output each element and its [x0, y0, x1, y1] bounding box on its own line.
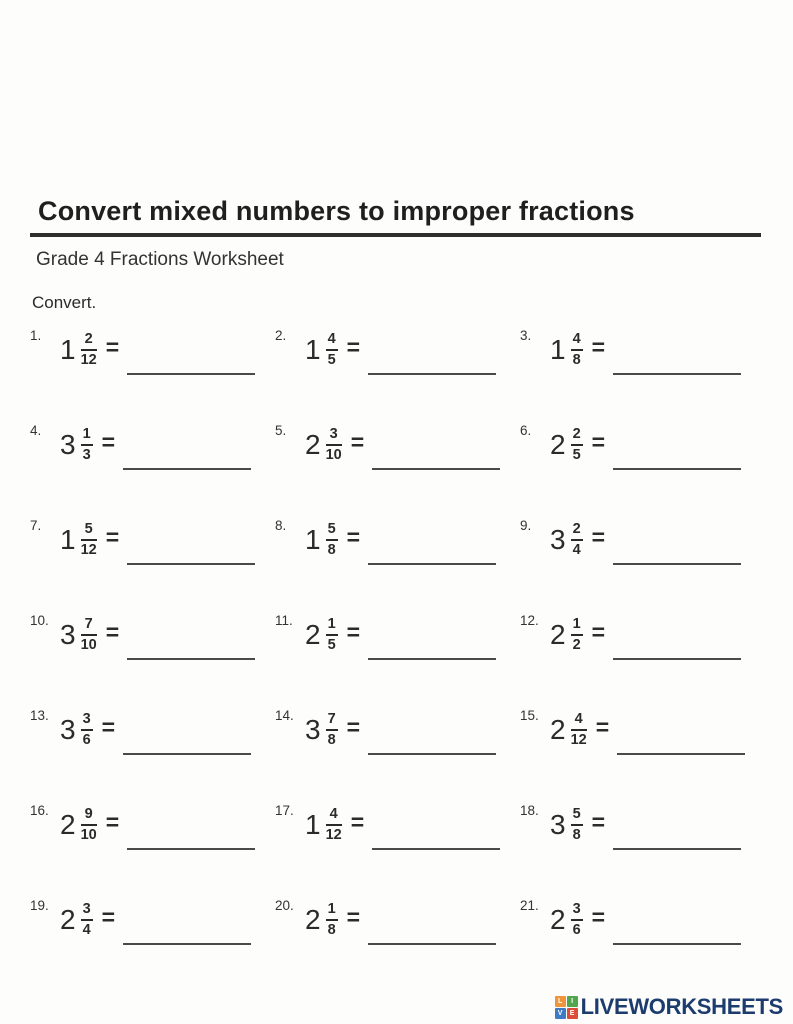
fraction-denominator: 12 [80, 351, 97, 368]
mixed-number [305, 806, 342, 843]
equals-sign: = [105, 524, 120, 550]
mixed-number [305, 616, 338, 653]
problem-number: 4. [30, 423, 42, 438]
problem-number: 2. [275, 328, 287, 343]
mixed-number [305, 521, 338, 558]
fraction [571, 901, 583, 938]
logo-square-l: L [555, 996, 566, 1007]
fraction [81, 331, 97, 368]
problem-number: 16. [30, 803, 49, 818]
problem-item [520, 893, 761, 988]
mixed-number [60, 901, 93, 938]
problem-item [520, 703, 761, 798]
answer-blank[interactable] [368, 707, 496, 755]
problem-number: 10. [30, 613, 49, 628]
problem-number: 9. [520, 518, 532, 533]
mixed-number [550, 616, 583, 653]
problem-item [520, 323, 761, 418]
mixed-number [550, 901, 583, 938]
problem-item [520, 418, 761, 513]
fraction-denominator: 6 [82, 731, 91, 748]
fraction-numerator: 1 [81, 426, 93, 446]
whole-number: 1 [305, 333, 321, 365]
problem-number: 5. [275, 423, 287, 438]
fraction [81, 711, 93, 748]
whole-number: 2 [550, 903, 566, 935]
equals-sign: = [591, 429, 606, 455]
problem-item [30, 703, 271, 798]
fraction [326, 331, 338, 368]
fraction-numerator: 1 [571, 616, 583, 636]
equals-sign: = [591, 619, 606, 645]
whole-number: 2 [305, 428, 321, 460]
equals-sign: = [346, 524, 361, 550]
fraction-denominator: 8 [572, 826, 581, 843]
mixed-number [305, 426, 342, 463]
fraction-denominator: 12 [325, 826, 342, 843]
answer-blank[interactable] [613, 327, 741, 375]
fraction-numerator: 2 [571, 426, 583, 446]
answer-blank[interactable] [123, 422, 251, 470]
fraction-numerator: 2 [81, 331, 97, 351]
fraction-denominator: 4 [82, 921, 91, 938]
answer-blank[interactable] [372, 422, 500, 470]
fraction-denominator: 12 [570, 731, 587, 748]
whole-number: 2 [550, 618, 566, 650]
fraction [326, 901, 338, 938]
fraction-denominator: 10 [325, 446, 342, 463]
mixed-number [305, 901, 338, 938]
fraction-denominator: 5 [327, 636, 336, 653]
equals-sign: = [350, 429, 365, 455]
problem-number: 13. [30, 708, 49, 723]
equals-sign: = [101, 714, 116, 740]
fraction-denominator: 10 [80, 636, 97, 653]
problem-number: 12. [520, 613, 539, 628]
whole-number: 1 [60, 333, 76, 365]
mixed-number [60, 711, 93, 748]
problem-number: 17. [275, 803, 294, 818]
problem-item [30, 893, 271, 988]
mixed-number [60, 521, 97, 558]
fraction [571, 616, 583, 653]
problem-number: 14. [275, 708, 294, 723]
problem-number: 7. [30, 518, 42, 533]
logo-square-e: E [567, 1008, 578, 1019]
problem-number: 21. [520, 898, 539, 913]
fraction-numerator: 5 [326, 521, 338, 541]
whole-number: 2 [305, 903, 321, 935]
mixed-number [550, 331, 583, 368]
title-underline [30, 196, 761, 237]
instruction-text: Convert. [32, 293, 97, 312]
fraction-numerator: 2 [571, 521, 583, 541]
problem-item [275, 608, 516, 703]
fraction [326, 711, 338, 748]
problem-number: 11. [275, 613, 293, 628]
fraction-numerator: 7 [326, 711, 338, 731]
problem-item [275, 513, 516, 608]
whole-number: 3 [60, 428, 76, 460]
equals-sign: = [595, 714, 610, 740]
answer-blank[interactable] [368, 612, 496, 660]
equals-sign: = [105, 334, 120, 360]
equals-sign: = [105, 619, 120, 645]
answer-blank[interactable] [617, 707, 745, 755]
footer-brand [555, 994, 783, 1020]
problem-item [30, 418, 271, 513]
page-title: Convert mixed numbers to improper fractions [38, 196, 635, 226]
fraction-numerator: 3 [571, 901, 583, 921]
whole-number: 1 [305, 808, 321, 840]
fraction [81, 521, 97, 558]
whole-number: 2 [550, 428, 566, 460]
whole-number: 2 [550, 713, 566, 745]
problem-item [275, 893, 516, 988]
equals-sign: = [105, 809, 120, 835]
whole-number: 1 [550, 333, 566, 365]
problem-number: 19. [30, 898, 49, 913]
mixed-number [550, 521, 583, 558]
problem-item [275, 798, 516, 893]
problem-number: 6. [520, 423, 532, 438]
whole-number: 1 [60, 523, 76, 555]
fraction [571, 331, 583, 368]
fraction-numerator: 3 [81, 901, 93, 921]
logo-square-v: V [555, 1008, 566, 1019]
problem-item [30, 608, 271, 703]
fraction-denominator: 8 [327, 541, 336, 558]
problem-item [520, 513, 761, 608]
problems-grid [30, 323, 761, 988]
fraction-denominator: 8 [327, 921, 336, 938]
equals-sign: = [591, 334, 606, 360]
whole-number: 3 [60, 713, 76, 745]
whole-number: 3 [550, 523, 566, 555]
mixed-number [305, 711, 338, 748]
fraction-numerator: 1 [326, 901, 338, 921]
problem-item [275, 703, 516, 798]
fraction-denominator: 8 [572, 351, 581, 368]
worksheet-content [30, 196, 761, 988]
problem-item [30, 323, 271, 418]
answer-blank[interactable] [368, 897, 496, 945]
answer-blank[interactable] [123, 897, 251, 945]
answer-blank[interactable] [127, 327, 255, 375]
fraction-numerator: 1 [326, 616, 338, 636]
mixed-number [550, 426, 583, 463]
fraction [81, 901, 93, 938]
fraction-numerator: 4 [326, 806, 342, 826]
fraction [571, 711, 587, 748]
fraction-denominator: 2 [572, 636, 581, 653]
answer-blank[interactable] [123, 707, 251, 755]
equals-sign: = [101, 904, 116, 930]
fraction [326, 521, 338, 558]
equals-sign: = [350, 809, 365, 835]
answer-blank[interactable] [127, 612, 255, 660]
problem-item [275, 323, 516, 418]
fraction-denominator: 6 [572, 921, 581, 938]
fraction-numerator: 3 [326, 426, 342, 446]
fraction-denominator: 5 [327, 351, 336, 368]
problem-item [30, 798, 271, 893]
fraction [326, 616, 338, 653]
brand-wordmark: LIVEWORKSHEETS [580, 994, 783, 1019]
problem-number: 15. [520, 708, 539, 723]
mixed-number [60, 616, 97, 653]
problem-number: 1. [30, 328, 42, 343]
worksheet-subtitle: Grade 4 Fractions Worksheet [36, 249, 284, 270]
answer-blank[interactable] [613, 422, 741, 470]
fraction-denominator: 10 [80, 826, 97, 843]
equals-sign: = [591, 524, 606, 550]
whole-number: 2 [60, 903, 76, 935]
fraction [81, 616, 97, 653]
whole-number: 3 [60, 618, 76, 650]
fraction [326, 426, 342, 463]
fraction-denominator: 12 [80, 541, 97, 558]
liveworksheets-logo-icon [555, 996, 578, 1019]
answer-blank[interactable] [613, 897, 741, 945]
fraction [571, 426, 583, 463]
fraction [81, 426, 93, 463]
fraction-numerator: 5 [81, 521, 97, 541]
answer-blank[interactable] [613, 517, 741, 565]
whole-number: 2 [60, 808, 76, 840]
fraction [571, 521, 583, 558]
whole-number: 3 [550, 808, 566, 840]
equals-sign: = [101, 429, 116, 455]
problem-number: 20. [275, 898, 294, 913]
fraction-denominator: 5 [572, 446, 581, 463]
mixed-number [60, 806, 97, 843]
problem-item [30, 513, 271, 608]
equals-sign: = [591, 904, 606, 930]
fraction-numerator: 4 [571, 711, 587, 731]
fraction [571, 806, 583, 843]
whole-number: 3 [305, 713, 321, 745]
answer-blank[interactable] [613, 612, 741, 660]
answer-blank[interactable] [372, 802, 500, 850]
fraction-denominator: 4 [572, 541, 581, 558]
problem-item [520, 608, 761, 703]
fraction-numerator: 7 [81, 616, 97, 636]
equals-sign: = [346, 714, 361, 740]
fraction-denominator: 8 [327, 731, 336, 748]
answer-blank[interactable] [368, 517, 496, 565]
problem-number: 18. [520, 803, 539, 818]
fraction [326, 806, 342, 843]
equals-sign: = [346, 334, 361, 360]
equals-sign: = [591, 809, 606, 835]
problem-item [275, 418, 516, 513]
fraction-numerator: 5 [571, 806, 583, 826]
mixed-number [550, 806, 583, 843]
problem-number: 8. [275, 518, 287, 533]
mixed-number [550, 711, 587, 748]
fraction-numerator: 3 [81, 711, 93, 731]
mixed-number [305, 331, 338, 368]
answer-blank[interactable] [368, 327, 496, 375]
problem-number: 3. [520, 328, 532, 343]
answer-blank[interactable] [613, 802, 741, 850]
whole-number: 1 [305, 523, 321, 555]
fraction-numerator: 4 [571, 331, 583, 351]
fraction [81, 806, 97, 843]
whole-number: 2 [305, 618, 321, 650]
fraction-numerator: 4 [326, 331, 338, 351]
logo-square-i: I [567, 996, 578, 1007]
equals-sign: = [346, 619, 361, 645]
equals-sign: = [346, 904, 361, 930]
fraction-numerator: 9 [81, 806, 97, 826]
problem-item [520, 798, 761, 893]
answer-blank[interactable] [127, 517, 255, 565]
mixed-number [60, 426, 93, 463]
answer-blank[interactable] [127, 802, 255, 850]
fraction-denominator: 3 [82, 446, 91, 463]
mixed-number [60, 331, 97, 368]
